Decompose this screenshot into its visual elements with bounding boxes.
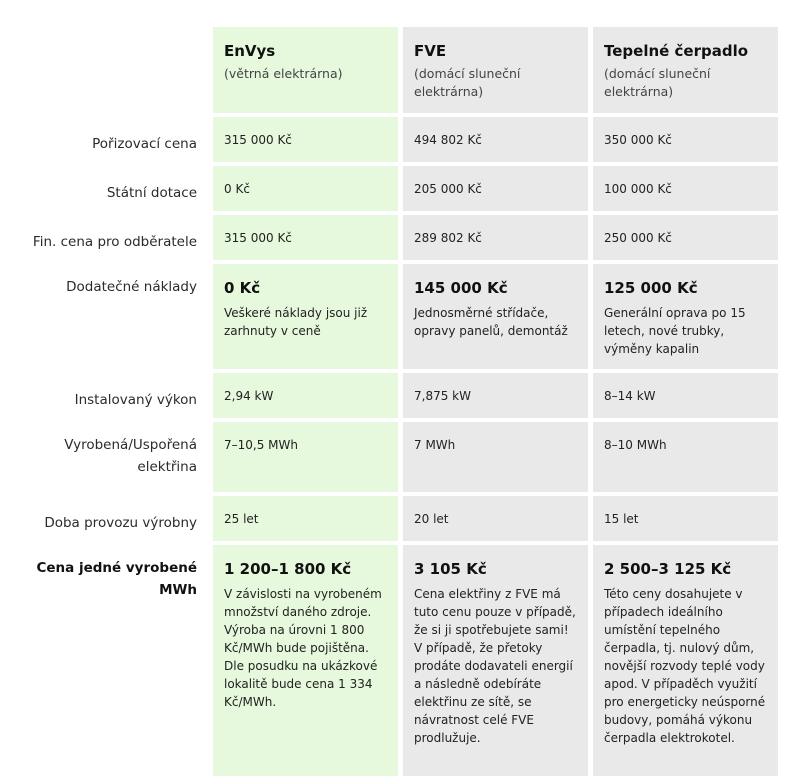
column-subtitle: (větrná elektrárna) [224, 66, 343, 81]
table-cell: 0 Kč [213, 166, 398, 211]
header-corner [10, 27, 208, 113]
price-note: Cena elektřiny z FVE má tuto cenu pouze v případě, že si ji spotřebujete sami! V případě, že přetoky prodáte dodavateli energií a následně odebíráte elektřinu ze sítě, se návratnost celé FVE prodlužuje. [414, 587, 576, 745]
table-cell: 350 000 Kč [593, 117, 778, 162]
row-label-price-per-mwh: Cena jedné vyrobené MWh [36, 560, 197, 598]
row-label-final-price: Fin. cena pro odběratele [32, 234, 197, 250]
column-header-fve [403, 27, 588, 113]
table-cell: 8–10 MWh [593, 422, 778, 492]
price-amount: 3 105 Kč [414, 560, 487, 578]
table-cell [593, 264, 778, 369]
table-cell: 494 802 Kč [403, 117, 588, 162]
column-title: FVE [414, 42, 447, 60]
column-title: EnVys [224, 42, 276, 60]
table-cell: 25 let [213, 496, 398, 541]
table-cell: 289 802 Kč [403, 215, 588, 260]
cost-amount: 145 000 Kč [414, 279, 508, 297]
table-cell: 2,94 kW [213, 373, 398, 418]
table-cell: 100 000 Kč [593, 166, 778, 211]
table-cell: 315 000 Kč [213, 117, 398, 162]
table-cell: 315 000 Kč [213, 215, 398, 260]
table-cell: 250 000 Kč [593, 215, 778, 260]
row-label-produced-energy: Vyrobená/Uspořená elektřina [64, 437, 197, 475]
row-label-subsidy: Státní dotace [106, 185, 197, 201]
price-note: Této ceny dosahujete v případech ideálního umístění tepelného čerpadla, tj. nulový dům, novější rozvody teplé vody apod. V případěch využití pro energeticky neúsporné budovy, pomáhá výkonu čerpadla elektrokotel. [604, 587, 766, 745]
table-cell [593, 545, 778, 776]
table-cell [403, 264, 588, 369]
cost-note: Generální oprava po 15 letech, nové trubky, výměny kapalin [604, 306, 746, 356]
table-cell: 8–14 kW [593, 373, 778, 418]
column-subtitle: (domácí sluneční elektrárna) [414, 66, 521, 99]
column-header-heat-pump [593, 27, 778, 113]
table-cell: 7 MWh [403, 422, 588, 492]
table-cell: 7–10,5 MWh [213, 422, 398, 492]
row-label-additional-costs: Dodatečné náklady [66, 279, 197, 295]
column-title: Tepelné čerpadlo [604, 42, 749, 60]
cost-amount: 0 Kč [224, 279, 261, 297]
table-cell [213, 264, 398, 369]
price-note: V závislosti na vyrobeném množství daného zdroje. Výroba na úrovni 1 800 Kč/MWh bude pojištěna. Dle posudku na ukázkové lokalitě bude cena 1 334 Kč/MWh. [224, 587, 382, 709]
table-cell: 20 let [403, 496, 588, 541]
price-amount: 1 200–1 800 Kč [224, 560, 352, 578]
row-label-operating-life: Doba provozu výrobny [44, 515, 197, 531]
table-cell [403, 545, 588, 776]
table-cell [213, 545, 398, 776]
table-cell: 15 let [593, 496, 778, 541]
row-label-installed-power: Instalovaný výkon [74, 392, 197, 408]
table-cell: 7,875 kW [403, 373, 588, 418]
column-header-envys [213, 27, 398, 113]
row-label-purchase-price: Pořizovací cena [92, 136, 197, 152]
column-subtitle: (domácí sluneční elektrárna) [604, 66, 711, 99]
table-cell: 205 000 Kč [403, 166, 588, 211]
cost-note: Jednosměrné střídače, opravy panelů, demontáž [414, 306, 568, 338]
price-amount: 2 500–3 125 Kč [604, 560, 732, 578]
cost-amount: 125 000 Kč [604, 279, 698, 297]
cost-note: Veškeré náklady jsou již zarhnuty v ceně [224, 306, 368, 338]
